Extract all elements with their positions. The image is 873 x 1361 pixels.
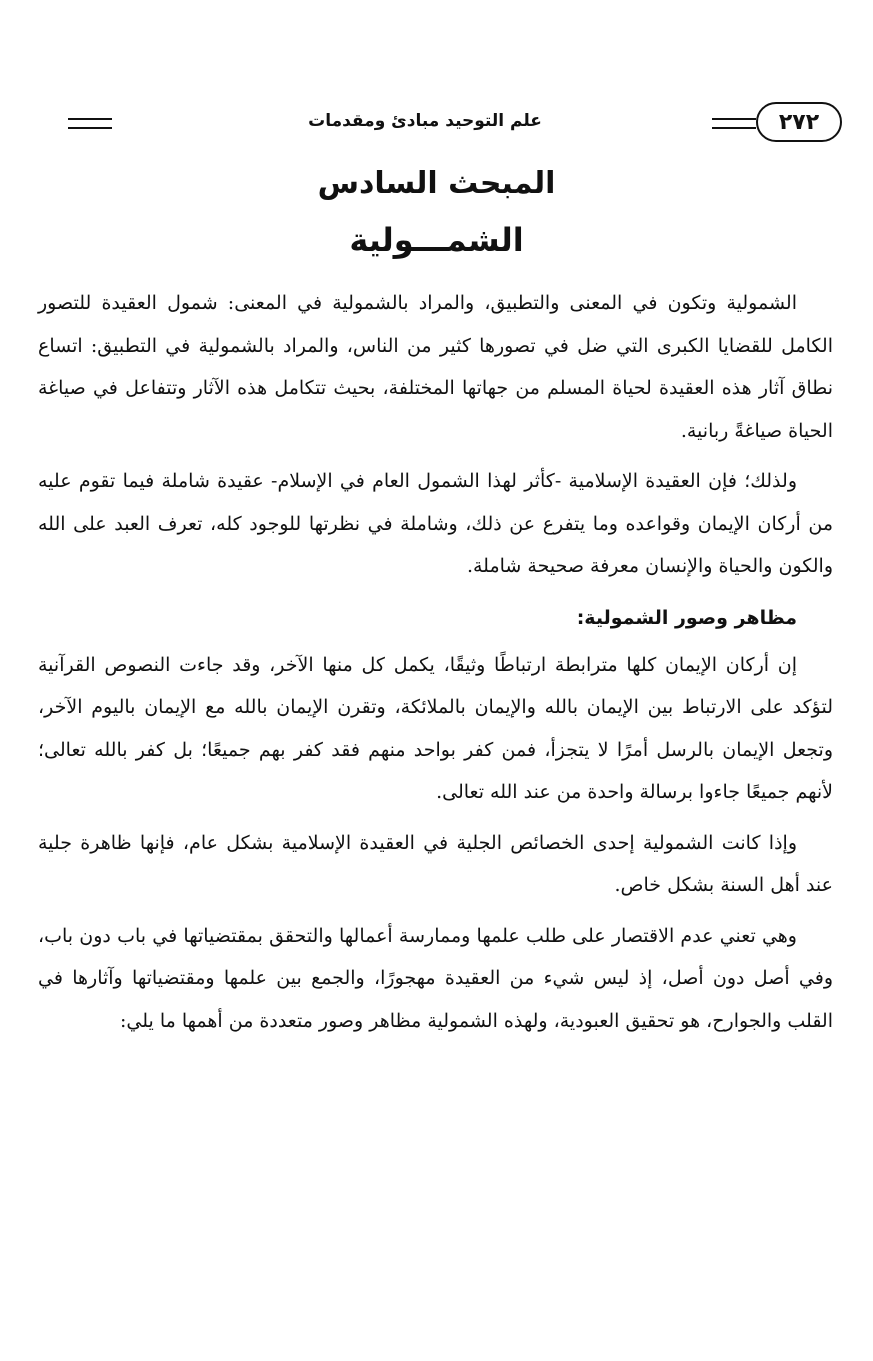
running-title: علم التوحيد مبادئ ومقدمات <box>308 111 542 131</box>
running-header <box>68 100 842 148</box>
paragraph-1: الشمولية وتكون في المعنى والتطبيق، والمراد بالشمولية في المعنى: شمول العقيدة للتصور الكامل للقضايا الكبرى التي ضل في تصورها كثير من الناس، والمراد بالشمولية في التطبيق: اتساع نطاق آثار هذه العقيدة لحياة المسلم من جهاتها المختلفة، بحيث تتكامل هذه الآثار وتتفاعل في صياغة الحياة صياغةً ربانية. <box>38 292 833 442</box>
page-number: ٢٧٢ <box>756 102 842 142</box>
body-text <box>38 282 833 1050</box>
paragraph-2: ولذلك؛ فإن العقيدة الإسلامية -كأثر لهذا الشمول العام في الإسلام- عقيدة شاملة فيما تقوم عليه من أركان الإيمان وقواعده وما يتفرع عن ذلك، وشاملة في نظرتها للوجود كله، تعرف العبد على الله والكون والحياة والإنسان معرفة صحيحة شاملة. <box>38 470 833 577</box>
paragraph-4: وإذا كانت الشمولية إحدى الخصائص الجلية في العقيدة الإسلامية بشكل عام، فإنها ظاهرة جلية عند أهل السنة بشكل خاص. <box>38 831 833 896</box>
section-heading: المبحث السادس <box>317 166 556 201</box>
paragraph-3: إن أركان الإيمان كلها مترابطة ارتباطًا وثيقًا، يكمل كل منها الآخر، وقد جاءت النصوص القرآنية لتؤكد على الارتباط بين الإيمان بالله والإيمان بالملائكة، وتقرن الإيمان بالله مع الإيمان باليوم الآخر، وتجعل الإيمان بالرسل أمرًا لا يتجزأ، فمن كفر بواحد منهم فقد كفر بهم جميعًا؛ بل كفر بالله تعالى؛ لأنهم جميعًا جاءوا برسالة واحدة من عند الله تعالى. <box>38 653 833 803</box>
section-headings <box>0 158 873 270</box>
subheading: مظاهر وصور الشمولية: <box>576 606 797 629</box>
header-rule-left <box>68 118 112 129</box>
paragraph-5: وهي تعني عدم الاقتصار على طلب علمها وممارسة أعمالها والتحقق بمقتضياتها في باب دون باب، وفي أصل دون أصل، إذ ليس شيء من العقيدة مهجورًا، والجمع بين علمها ومقتضياتها وآثارها في القلب والجوارح، هو تحقيق العبودية، ولهذه الشمولية مظاهر وصور متعددة من أهمها ما يلي: <box>38 924 833 1032</box>
header-rule-right <box>712 118 756 129</box>
section-title: الشمـــولية <box>349 221 524 259</box>
